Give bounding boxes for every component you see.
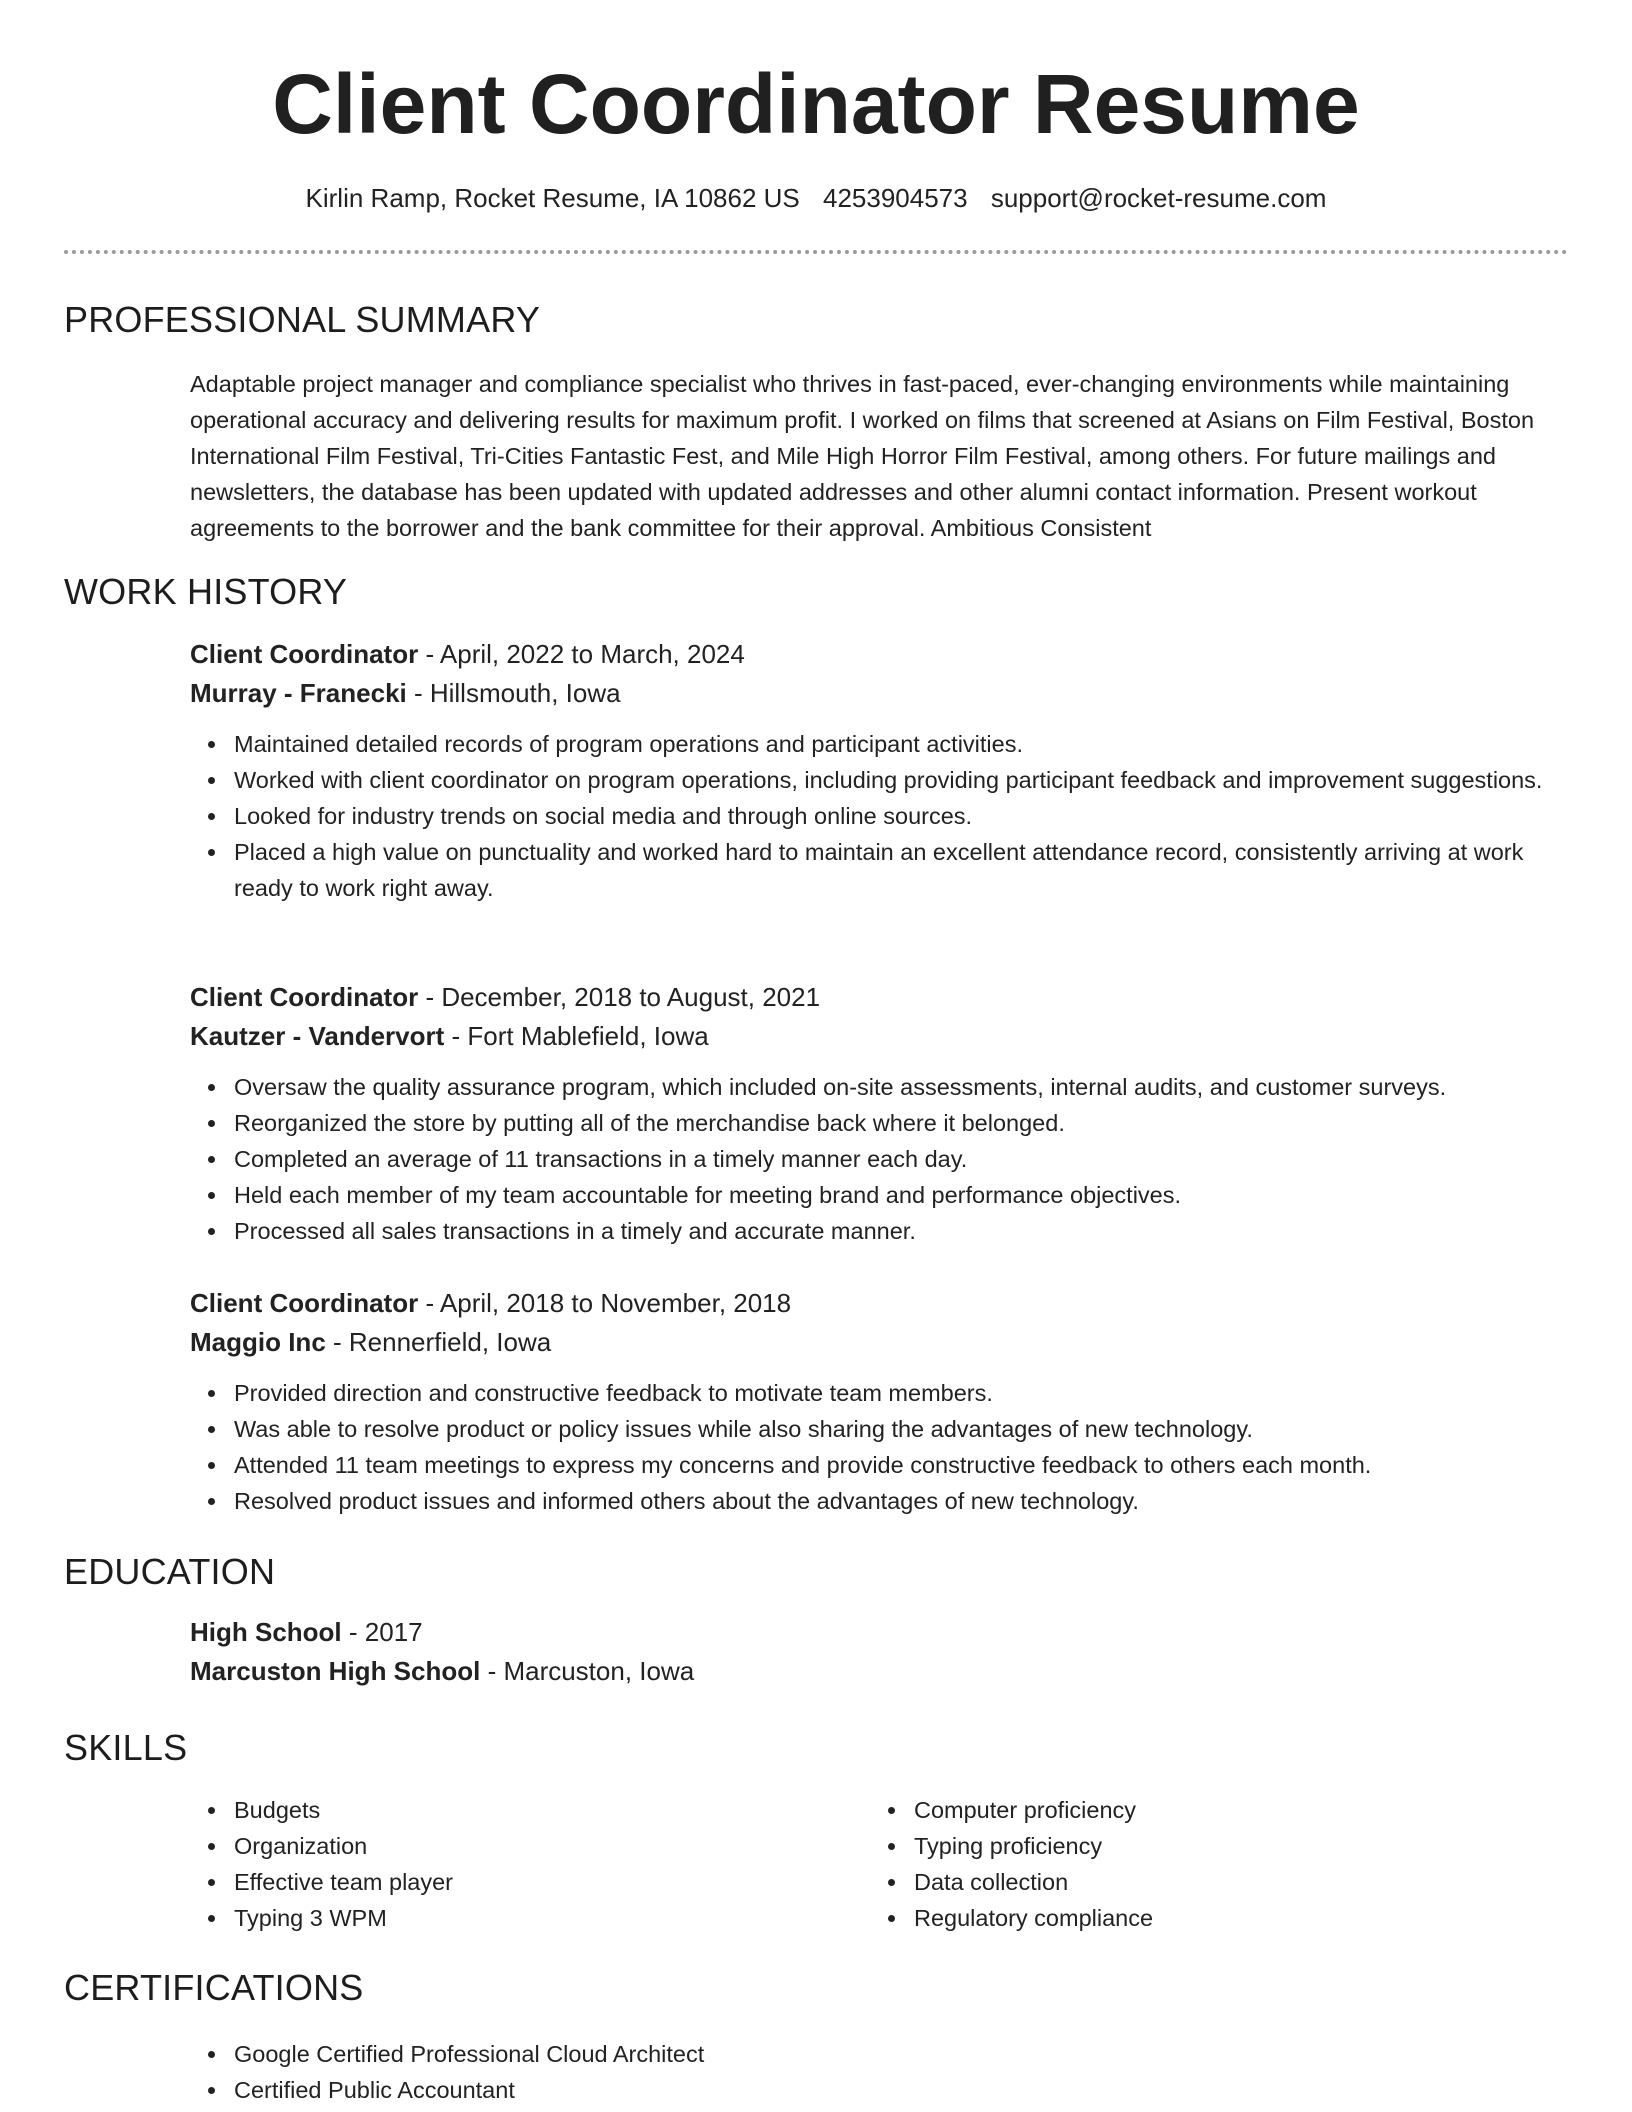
education-location: - Marcuston, Iowa: [480, 1656, 695, 1686]
job-company: Kautzer - Vandervort: [190, 1021, 445, 1051]
job-title: Client Coordinator: [190, 639, 419, 669]
resume-title: Client Coordinator Resume: [272, 57, 1360, 151]
contact-info: [0, 180, 1632, 216]
skill-item: Budgets: [234, 1792, 874, 1828]
skills-column-right: [870, 1792, 1554, 1936]
job-bullet: Oversaw the quality assurance program, which included on-site assessments, internal audits, and customer surveys.: [234, 1069, 1560, 1105]
skills-column-left: [190, 1792, 874, 1936]
skill-item: Regulatory compliance: [914, 1900, 1554, 1936]
job-entry: [190, 979, 1560, 1249]
job-bullet: Completed an average of 11 transactions in a timely manner each day.: [234, 1141, 1560, 1177]
skill-item: Computer proficiency: [914, 1792, 1554, 1828]
section-heading-certifications: CERTIFICATIONS: [64, 1967, 364, 2008]
job-bullet: Processed all sales transactions in a timely and accurate manner.: [234, 1213, 1560, 1249]
job-entry: [190, 1285, 1560, 1519]
contact-address: Kirlin Ramp, Rocket Resume, IA 10862 US: [305, 183, 800, 213]
certifications-bullets: [190, 2036, 1550, 2108]
job-title: Client Coordinator: [190, 1288, 419, 1318]
job-title-line: [190, 1285, 1560, 1324]
job-location: - Hillsmouth, Iowa: [406, 678, 621, 708]
contact-email: support@rocket-resume.com: [990, 183, 1327, 213]
job-location: - Rennerfield, Iowa: [325, 1327, 552, 1357]
certifications-list: [190, 2036, 1550, 2108]
job-bullet: Resolved product issues and informed others about the advantages of new technology.: [234, 1483, 1560, 1519]
job-bullets: [190, 726, 1560, 906]
job-bullet: Maintained detailed records of program operations and participant activities.: [234, 726, 1560, 762]
education-school: Marcuston High School: [190, 1656, 481, 1686]
job-location: - Fort Mablefield, Iowa: [444, 1021, 709, 1051]
section-heading-education: EDUCATION: [64, 1551, 276, 1592]
job-company-line: [190, 1018, 1560, 1057]
skill-item: Organization: [234, 1828, 874, 1864]
job-company: Maggio Inc: [190, 1327, 326, 1357]
job-bullets: [190, 1375, 1560, 1519]
job-company-line: [190, 675, 1560, 714]
header-divider: [64, 250, 1568, 254]
job-bullet: Was able to resolve product or policy issues while also sharing the advantages of new technology.: [234, 1411, 1560, 1447]
job-title: Client Coordinator: [190, 982, 419, 1012]
job-bullet: Looked for industry trends on social media and through online sources.: [234, 798, 1560, 834]
job-bullet: Provided direction and constructive feedback to motivate team members.: [234, 1375, 1560, 1411]
job-dates: - December, 2018 to August, 2021: [418, 982, 821, 1012]
skill-item: Effective team player: [234, 1864, 874, 1900]
section-heading-skills: SKILLS: [64, 1727, 188, 1768]
education-school-line: [190, 1653, 1560, 1692]
certification-item: Certified Public Accountant: [234, 2072, 1550, 2108]
education-entry: [190, 1614, 1560, 1692]
skill-item: Data collection: [914, 1864, 1554, 1900]
skill-item: Typing 3 WPM: [234, 1900, 874, 1936]
job-dates: - April, 2018 to November, 2018: [418, 1288, 792, 1318]
education-year: - 2017: [341, 1617, 423, 1647]
job-dates: - April, 2022 to March, 2024: [418, 639, 745, 669]
certification-item: Google Certified Professional Cloud Architect: [234, 2036, 1550, 2072]
job-bullets: [190, 1069, 1560, 1249]
job-company: Murray - Franecki: [190, 678, 407, 708]
job-bullet: Worked with client coordinator on program operations, including providing participant feedback and improvement suggestions.: [234, 762, 1560, 798]
contact-phone: 4253904573: [822, 183, 968, 213]
section-heading-work-history: WORK HISTORY: [64, 571, 348, 612]
job-title-line: [190, 636, 1560, 675]
education-degree: High School: [190, 1617, 342, 1647]
job-bullet: Attended 11 team meetings to express my concerns and provide constructive feedback to others each month.: [234, 1447, 1560, 1483]
job-entry: [190, 636, 1560, 906]
job-bullet: Placed a high value on punctuality and worked hard to maintain an excellent attendance record, consistently arriving at work ready to work right away.: [234, 834, 1560, 906]
job-title-line: [190, 979, 1560, 1018]
section-heading-summary: PROFESSIONAL SUMMARY: [64, 299, 541, 340]
job-company-line: [190, 1324, 1560, 1363]
education-degree-line: [190, 1614, 1560, 1653]
summary-text: Adaptable project manager and compliance specialist who thrives in fast-paced, ever-changing environments while maintaining operational accuracy and delivering results for maximum profit. I worked on films that screened at Asians on Film Festival, Boston International Film Festival, Tri-Cities Fantastic Fest, and Mile High Horror Film Festival, among others. For future mailings and newsletters, the database has been updated with updated addresses and other alumni contact information. Present workout agreements to the borrower and the bank committee for their approval. Ambitious Consistent: [190, 371, 1535, 541]
job-bullet: Reorganized the store by putting all of the merchandise back where it belonged.: [234, 1105, 1560, 1141]
job-bullet: Held each member of my team accountable for meeting brand and performance objectives.: [234, 1177, 1560, 1213]
skill-item: Typing proficiency: [914, 1828, 1554, 1864]
